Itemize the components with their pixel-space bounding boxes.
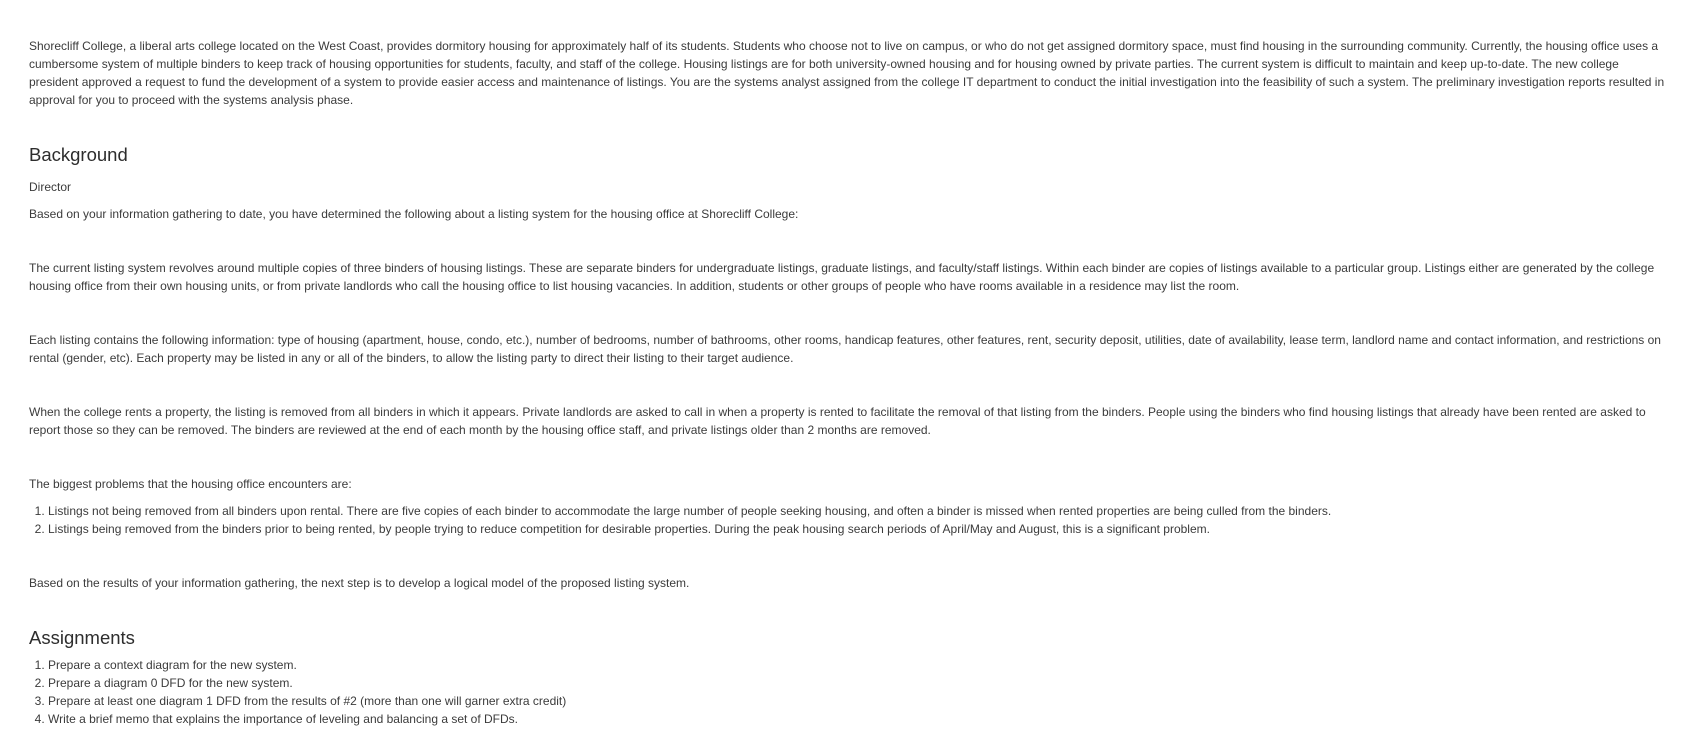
assignment-item: 3. Prepare at least one diagram 1 DFD from the results of #2 (more than one will garner extra credit) [48,692,1670,710]
current-system-paragraph: The current listing system revolves around multiple copies of three binders of housing listings. These are separate binders for undergraduate listings, graduate listings, and faculty/staff listings. Within each binder are copies of listings available to a particular group. Listings either are generated by the college housing office from their own housing units, or from private landlords who call the housing office to list housing vacancies. In addition, students or other groups of people who have rooms available in a residence may list the room. [29,261,1655,293]
next-step-paragraph: Based on the results of your information gathering, the next step is to develop a logical model of the proposed listing system. [29,576,690,590]
assignment-item: 1. Prepare a context diagram for the new system. [48,656,1670,674]
assignment-item: 4. Write a brief memo that explains the importance of leveling and balancing a set of DFDs. [48,710,1670,728]
background-lead-paragraph: Based on your information gathering to date, you have determined the following about a listing system for the housing office at Shorecliff College: [29,207,799,221]
listing-contents-paragraph: Each listing contains the following information: type of housing (apartment, house, condo, etc.), number of bedrooms, number of bathrooms, other rooms, handicap features, other features, rent, security deposit, utilities, date of availability, lease term, landlord name and contact information, and restrictions on rental (gender, etc). Each property may be listed in any or all of the binders, to allow the listing party to direct their listing to their target audience. [29,333,1661,365]
problem-item: 1. Listings not being removed from all binders upon rental. There are five copies of each binder to accommodate the large number of people seeking housing, and often a binder is missed when rented properties are being culled from the binders. [48,502,1670,520]
assignments-list [29,656,1670,728]
background-heading: Background [29,144,128,165]
assignments-heading: Assignments [29,627,135,648]
assignment-item: 2. Prepare a diagram 0 DFD for the new system. [48,674,1670,692]
problems-lead-paragraph: The biggest problems that the housing office encounters are: [29,477,352,491]
problem-item: 2. Listings being removed from the binders prior to being rented, by people trying to reduce competition for desirable properties. During the peak housing search periods of April/May and August, this is a significant problem. [48,520,1670,538]
director-label: Director [29,180,72,194]
problems-list [29,502,1670,538]
intro-paragraph: Shorecliff College, a liberal arts college located on the West Coast, provides dormitory housing for approximately half of its students. Students who choose not to live on campus, or who do not get assigned dormitory space, must find housing in the surrounding community. Currently, the housing office uses a cumbersome system of multiple binders to keep track of housing opportunities for students, faculty, and staff of the college. Housing listings are for both university-owned housing and for housing owned by private parties. The current system is difficult to maintain and keep up-to-date. The new college president approved a request to fund the development of a system to provide easier access and maintenance of listings. You are the systems analyst assigned from the college IT department to conduct the initial investigation into the feasibility of such a system. The preliminary investigation reports resulted in approval for you to proceed with the systems analysis phase. [29,39,1665,107]
listing-removal-paragraph: When the college rents a property, the listing is removed from all binders in which it appears. Private landlords are asked to call in when a property is rented to facilitate the removal of that listing from the binders. People using the binders who find housing listings that already have been rented are asked to report those so they can be removed. The binders are reviewed at the end of each month by the housing office staff, and private listings older than 2 months are removed. [29,405,1646,437]
